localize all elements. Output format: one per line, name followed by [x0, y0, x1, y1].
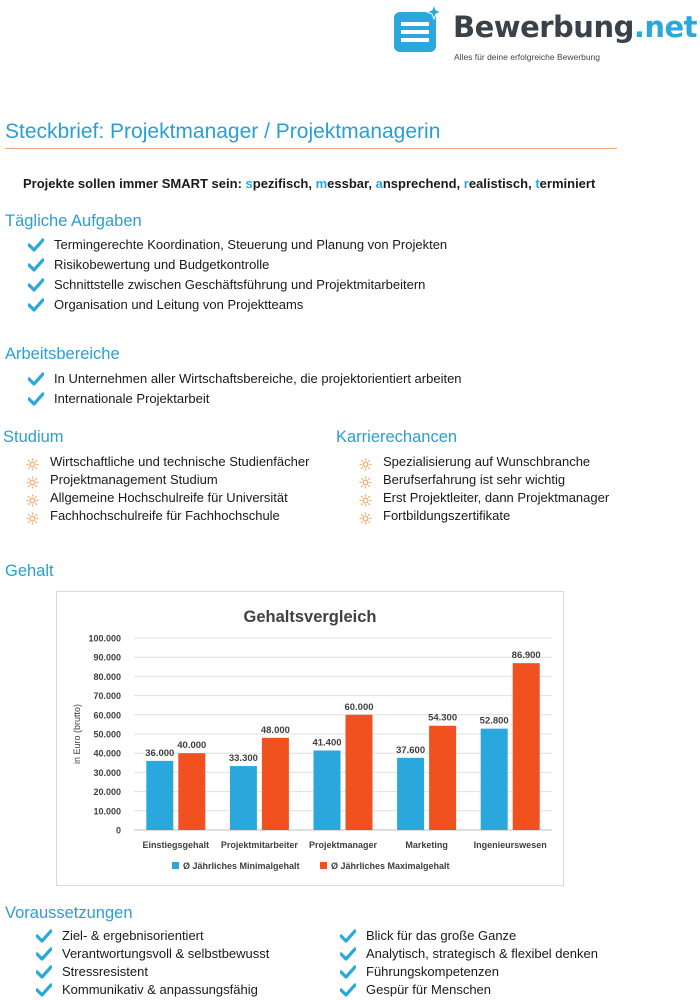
- list-item: [340, 945, 695, 963]
- logo-tld: .net: [633, 10, 698, 44]
- list-item: [26, 453, 336, 471]
- list-item-text: Stressresistent: [62, 964, 148, 979]
- smart-sep: ,: [528, 176, 536, 191]
- sun-icon: [26, 476, 39, 489]
- data-label: 40.000: [177, 740, 207, 752]
- smart-word: nsprechend: [382, 176, 457, 191]
- y-tick-label: 40.000: [93, 748, 121, 759]
- bar-maximal: [429, 726, 456, 830]
- x-tick-label: Marketing: [405, 840, 448, 850]
- list-item-text: Termingerechte Koordination, Steuerung und Planung von Projekten: [54, 237, 448, 252]
- logo-wordmark[interactable]: [453, 10, 697, 44]
- list-item: [340, 981, 695, 999]
- list-item: [36, 945, 336, 963]
- smart-prefix: Projekte sollen immer SMART sein:: [23, 176, 246, 191]
- list-item-text: Analytisch, strategisch & flexibel denken: [366, 946, 598, 961]
- list-item: [359, 507, 689, 525]
- list-item-text: Gespür für Menschen: [366, 982, 492, 997]
- y-tick-label: 100.000: [88, 633, 121, 644]
- smart-letter: r: [463, 176, 469, 191]
- list-item-text: Risikobewertung und Budgetkontrolle: [54, 257, 270, 272]
- smart-word: essbar: [327, 176, 369, 191]
- checkmark-icon: [28, 372, 44, 386]
- list-item-text: Internationale Projektarbeit: [54, 391, 210, 406]
- page-title: Steckbrief: Projektmanager / Projektmanagerin: [5, 120, 441, 143]
- salary-bar-chart: [57, 592, 563, 885]
- checkmark-icon: [28, 258, 44, 272]
- list-item: [359, 489, 689, 507]
- list-karrierechancen: [359, 453, 689, 525]
- smart-sep: ,: [368, 176, 376, 191]
- sun-icon: [359, 458, 372, 471]
- checkmark-icon: [28, 298, 44, 312]
- checkmark-icon: [36, 965, 52, 979]
- smart-sep: ,: [456, 176, 464, 191]
- checkmark-icon: [36, 929, 52, 943]
- y-tick-label: 0: [115, 825, 121, 836]
- checkmark-icon: [28, 238, 44, 252]
- list-item-text: Blick für das große Ganze: [366, 928, 517, 943]
- data-label: 33.300: [228, 753, 258, 765]
- list-item-text: Kommunikativ & anpassungsfähig: [62, 982, 258, 997]
- salary-chart-frame: [56, 591, 564, 886]
- list-item-text: Verantwortungsvoll & selbstbewusst: [62, 946, 270, 961]
- sun-icon: [26, 512, 39, 525]
- sun-icon: [26, 494, 39, 507]
- data-label: 86.900: [511, 650, 541, 662]
- list-item: [36, 963, 336, 981]
- list-arbeitsbereiche: [28, 369, 588, 409]
- list-item-text: Führungskompetenzen: [366, 964, 499, 979]
- x-tick-label: Einstiegsgehalt: [142, 840, 210, 850]
- list-item-text: Organisation und Leitung von Projektteams: [54, 297, 304, 312]
- list-item: [28, 235, 588, 255]
- heading-studium: Studium: [3, 428, 64, 446]
- chart-title: Gehaltsvergleich: [243, 608, 377, 626]
- smart-statement: [23, 176, 595, 191]
- list-item-text: Berufserfahrung ist sehr wichtig: [383, 472, 566, 487]
- data-label: 54.300: [428, 712, 458, 724]
- data-label: 37.600: [396, 744, 426, 756]
- list-item: [28, 275, 588, 295]
- checkmark-icon: [28, 278, 44, 292]
- heading-gehalt: Gehalt: [5, 562, 54, 580]
- list-item: [26, 489, 336, 507]
- y-tick-label: 10.000: [93, 806, 121, 817]
- list-item: [26, 471, 336, 489]
- y-tick-label: 30.000: [93, 767, 121, 778]
- x-tick-label: Ingenieurswesen: [473, 840, 547, 850]
- heading-taegliche-aufgaben: Tägliche Aufgaben: [5, 212, 142, 230]
- list-voraussetzungen-right: [340, 927, 695, 999]
- list-item-text: In Unternehmen aller Wirtschaftsbereiche, die projektorientiert arbeiten: [54, 371, 462, 386]
- data-label: 41.400: [312, 737, 342, 749]
- list-item-text: Spezialisierung auf Wunschbranche: [383, 454, 591, 469]
- list-item-text: Projektmanagement Studium: [50, 472, 218, 487]
- y-axis-label: in Euro (brutto): [72, 703, 82, 765]
- list-item: [340, 927, 695, 945]
- list-item: [36, 981, 336, 999]
- y-tick-label: 70.000: [93, 691, 121, 702]
- bar-maximal: [513, 663, 540, 830]
- list-item: [28, 295, 588, 315]
- heading-voraussetzungen: Voraussetzungen: [5, 904, 133, 922]
- data-label: 48.000: [260, 724, 290, 736]
- bar-maximal: [178, 753, 205, 830]
- list-taegliche-aufgaben: [28, 235, 588, 315]
- list-item: [26, 507, 336, 525]
- smart-word: ealistisch: [468, 176, 529, 191]
- sun-icon: [359, 494, 372, 507]
- legend-label: Ø Jährliches Minimalgehalt: [183, 861, 300, 871]
- bar-minimal: [146, 761, 173, 830]
- list-item-text: Wirtschaftliche und technische Studienfächer: [50, 454, 310, 469]
- y-tick-label: 50.000: [93, 729, 121, 740]
- list-item: [28, 369, 588, 389]
- checkmark-icon: [340, 965, 356, 979]
- list-item: [359, 453, 689, 471]
- y-tick-label: 80.000: [93, 671, 121, 682]
- logo-icon: [394, 4, 442, 54]
- list-item: [340, 963, 695, 981]
- list-item-text: Fachhochschulreife für Fachhochschule: [50, 508, 280, 523]
- sun-icon: [359, 476, 372, 489]
- checkmark-icon: [36, 983, 52, 997]
- list-item-text: Schnittstelle zwischen Geschäftsführung und Projektmitarbeitern: [54, 277, 426, 292]
- list-item-text: Erst Projektleiter, dann Projektmanager: [383, 490, 610, 505]
- data-label: 52.800: [479, 715, 509, 727]
- list-item: [359, 471, 689, 489]
- bar-maximal: [346, 715, 373, 830]
- list-studium: [26, 453, 336, 525]
- sun-icon: [359, 512, 372, 525]
- data-label: 60.000: [344, 701, 374, 713]
- smart-word: pezifisch: [252, 176, 309, 191]
- list-item: [28, 389, 588, 409]
- checkmark-icon: [36, 947, 52, 961]
- bar-minimal: [397, 758, 424, 830]
- checkmark-icon: [340, 929, 356, 943]
- heading-arbeitsbereiche: Arbeitsbereiche: [5, 345, 120, 363]
- checkmark-icon: [340, 947, 356, 961]
- legend-swatch: [320, 862, 327, 869]
- list-item-text: Fortbildungszertifikate: [383, 508, 511, 523]
- bar-minimal: [230, 766, 257, 830]
- legend-swatch: [172, 862, 179, 869]
- checkmark-icon: [340, 983, 356, 997]
- list-item: [36, 927, 336, 945]
- bar-minimal: [314, 751, 341, 830]
- bar-minimal: [481, 729, 508, 830]
- logo-name: Bewerbung: [453, 10, 634, 44]
- heading-karrierechancen: Karrierechancen: [336, 428, 458, 446]
- x-tick-label: Projektmanager: [308, 840, 378, 850]
- y-tick-label: 60.000: [93, 710, 121, 721]
- data-label: 36.000: [145, 747, 175, 759]
- sun-icon: [26, 458, 39, 471]
- smart-letter: m: [315, 176, 328, 191]
- y-tick-label: 90.000: [93, 652, 121, 663]
- y-tick-label: 20.000: [93, 787, 121, 798]
- smart-word: erminiert: [539, 176, 596, 191]
- list-item: [28, 255, 588, 275]
- smart-letter: s: [245, 176, 253, 191]
- bar-maximal: [262, 738, 289, 830]
- smart-letter: t: [535, 176, 540, 191]
- title-divider: [5, 148, 617, 149]
- list-item-text: Ziel- & ergebnisorientiert: [62, 928, 204, 943]
- legend-label: Ø Jährliches Maximalgehalt: [331, 861, 450, 871]
- checkmark-icon: [28, 392, 44, 406]
- list-voraussetzungen-left: [36, 927, 336, 999]
- smart-letter: a: [375, 176, 383, 191]
- smart-sep: ,: [308, 176, 316, 191]
- x-tick-label: Projektmitarbeiter: [220, 840, 298, 850]
- logo-tagline: Alles für deine erfolgreiche Bewerbung: [454, 52, 601, 62]
- list-item-text: Allgemeine Hochschulreife für Universität: [50, 490, 288, 505]
